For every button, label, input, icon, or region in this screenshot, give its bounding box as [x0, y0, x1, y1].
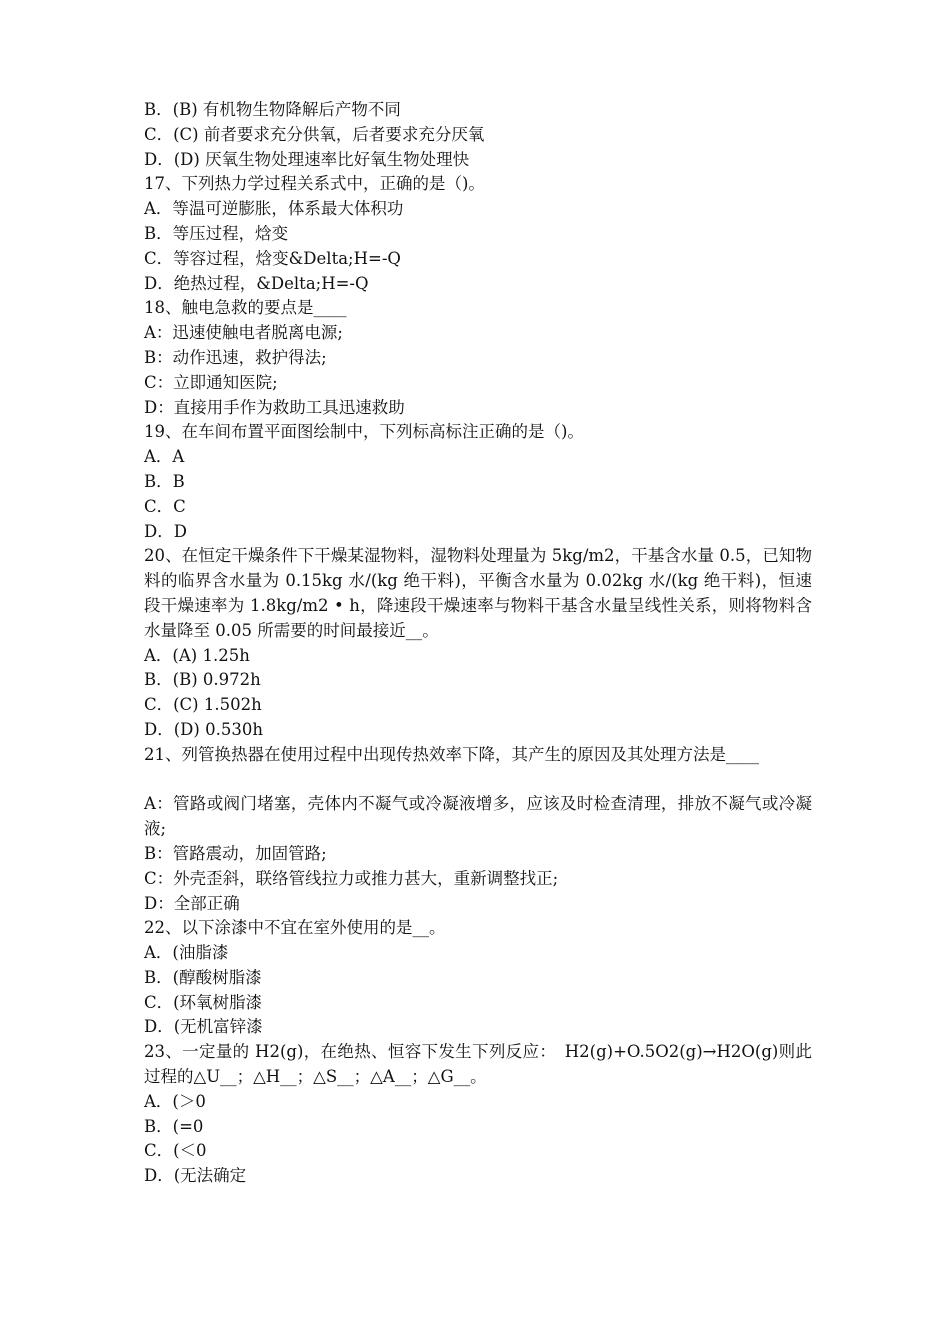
q22-option-c: C．(环氧树脂漆: [144, 992, 263, 1012]
q23-option-c: C．(＜0: [144, 1141, 207, 1161]
q21-option-b: B：管路震动，加固管路;: [144, 843, 327, 863]
q18-option-b: B：动作迅速，救护得法;: [144, 347, 327, 367]
q18-option-c: C：立即通知医院;: [144, 372, 278, 392]
q23-stem: 23、一定量的 H2(g)，在绝热、恒容下发生下列反应： H2(g)+O.5O2(g)→H2O(g)则此过程的△U__；△H__；△S__；△A__；△G__。: [144, 1042, 812, 1087]
q20-option-a: A．(A) 1.25h: [144, 645, 250, 665]
q18-option-d: D：直接用手作为救助工具迅速救助: [144, 397, 405, 417]
q20-option-b: B．(B) 0.972h: [144, 670, 261, 690]
q23-option-b: B．(=0: [144, 1116, 204, 1136]
q21-stem: 21、列管换热器在使用过程中出现传热效率下降，其产生的原因及其处理方法是____: [144, 744, 759, 764]
q18-stem: 18、触电急救的要点是____: [144, 298, 347, 318]
q19-option-d: D．D: [144, 521, 187, 541]
q19-option-c: C．C: [144, 496, 186, 516]
q17-stem: 17、下列热力学过程关系式中，正确的是（)。: [144, 174, 485, 194]
q22-stem: 22、以下涂漆中不宜在室外使用的是__。: [144, 918, 446, 938]
q21-option-a: A：管路或阀门堵塞，壳体内不凝气或冷凝液增多，应该及时检查清理，排放不凝气或冷凝液;: [144, 794, 812, 839]
q22-option-d: D．(无机富锌漆: [144, 1017, 263, 1037]
q17-option-d: D．绝热过程，&Delta;H=-Q: [144, 273, 369, 293]
q19-stem: 19、在车间布置平面图绘制中，下列标高标注正确的是（)。: [144, 422, 584, 442]
q20-option-c: C．(C) 1.502h: [144, 695, 262, 715]
q22-option-b: B．(醇酸树脂漆: [144, 967, 262, 987]
q23-option-a: A．(＞0: [144, 1091, 206, 1111]
q17-option-a: A．等温可逆膨胀，体系最大体积功: [144, 199, 404, 219]
q17-option-b: B．等压过程，焓变: [144, 223, 289, 243]
document-page: [144, 98, 812, 1189]
q21-option-d: D：全部正确: [144, 893, 240, 913]
q21-option-c: C：外壳歪斜，联络管线拉力或推力甚大，重新调整找正;: [144, 868, 559, 888]
q19-option-a: A．A: [144, 447, 185, 467]
q16-option-c: C．(C) 前者要求充分供氧，后者要求充分厌氧: [144, 124, 485, 144]
q17-option-c: C．等容过程，焓变&Delta;H=-Q: [144, 248, 401, 268]
q22-option-a: A．(油脂漆: [144, 943, 229, 963]
q19-option-b: B．B: [144, 471, 185, 491]
q18-option-a: A：迅速使触电者脱离电源;: [144, 323, 343, 343]
q20-stem: 20、在恒定干燥条件下干燥某湿物料，湿物料处理量为 5kg/m2，干基含水量 0.5，已知物料的临界含水量为 0.15kg 水/(kg 绝干料)，平衡含水量为 0.02kg 水/(kg 绝干料)，恒速段干燥速率为 1.8kg/m2 • h，降速段干燥速率与物料干基含水量呈线性关系，则将物料含水量降至 0.05 所需要的时间最接近__。: [144, 546, 812, 640]
q16-option-d: D．(D) 厌氧生物处理速率比好氧生物处理快: [144, 149, 470, 169]
q16-option-b: B．(B) 有机物生物降解后产物不同: [144, 100, 401, 119]
q23-option-d: D．(无法确定: [144, 1166, 247, 1186]
q20-option-d: D．(D) 0.530h: [144, 719, 263, 739]
